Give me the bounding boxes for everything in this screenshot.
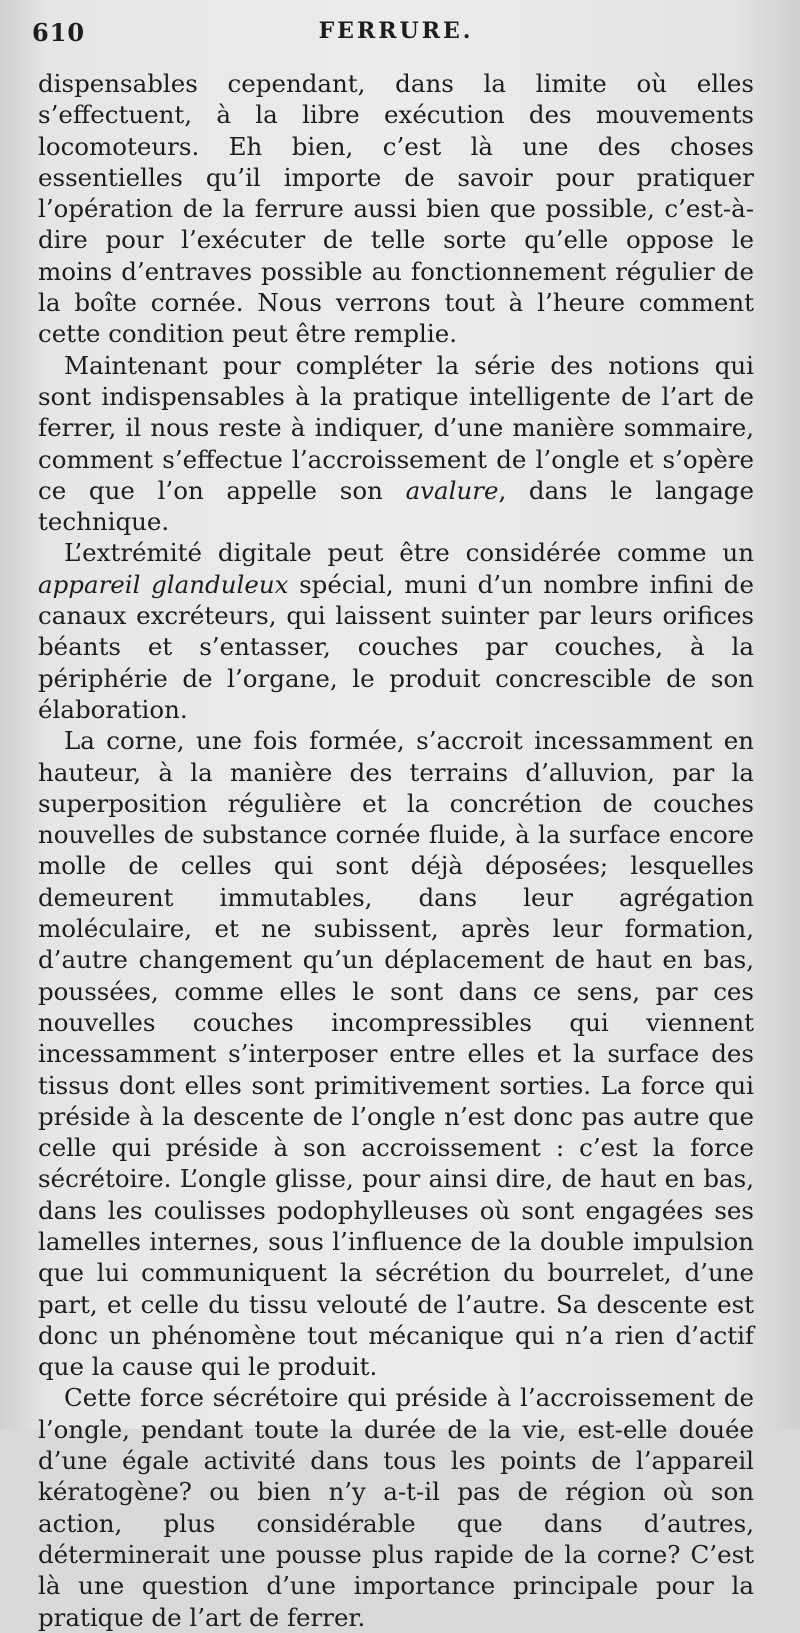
paragraph bbox=[38, 725, 754, 1382]
paragraph bbox=[38, 68, 754, 350]
body-text bbox=[38, 68, 754, 1633]
italic-term: avalure bbox=[405, 475, 499, 505]
text-run: spécial, muni d’un nombre infini de canaux excréteurs, qui laissent suinter par leurs orifices béants et s’entasser, couches par couches, à la périphérie de l’organe, le produit concrescible de son élaboration. bbox=[38, 569, 754, 724]
text-run: Maintenant pour compléter la série des notions qui sont indispensables à la pratique intelligente de l’art de ferrer, il nous reste à indiquer, d’une manière sommaire, comment s’effectue l’accroissement de l’ongle et s’opère ce que l’on appelle son bbox=[38, 350, 754, 505]
text-run: La corne, une fois formée, s’accroit incessamment en hauteur, à la manière des terrains d’alluvion, par la superposition régulière et la concrétion de couches nouvelles de substance cornée fluide, à la surface encore molle de celles qui sont déjà déposées; lesquelles demeurent immutables, dans leur agrégation moléculaire, et ne subissent, après leur formation, d’autre changement qu’un déplacement de haut en bas, poussées, comme elles le sont dans ce sens, par ces nouvelles couches incompressibles qui viennent incessamment s’interposer entre elles et la surface des tissus dont elles sont primitivement sorties. La force qui préside à la descente de l’ongle n’est donc pas autre que celle qui préside à son accroissement : c’est la force sécrétoire. L’ongle glisse, pour ainsi dire, de haut en bas, dans les coulisses podophylleuses où sont engagées ses lamelles internes, sous l’influence de la double impulsion que lui communiquent la sécrétion du bourrelet, d’une part, et celle du tissu velouté de l’autre. Sa descente est donc un phénomène tout mécanique qui n’a rien d’actif que la cause qui le produit. bbox=[38, 726, 754, 1382]
text-run: Cette force sécrétoire qui préside à l’accroissement de l’ongle, pendant toute la durée de la vie, est-elle douée d’une égale activité dans tous les points de l’appareil kératogène? ou bien n’y a-t-il pas de région où son action, plus considérable que dans d’autres, déterminerait une pousse plus rapide de la corne? C’est là une question d’une importance principale pour la pratique de l’art de ferrer. bbox=[38, 1383, 754, 1632]
page-number: 610 bbox=[32, 18, 86, 47]
text-run: , dans le langage technique. bbox=[38, 475, 754, 537]
paragraph bbox=[38, 1382, 754, 1632]
text-run: L’extrémité digitale peut être considérée comme un bbox=[64, 538, 754, 568]
page-header bbox=[32, 18, 760, 58]
italic-term: appareil glanduleux bbox=[38, 569, 289, 599]
text-run: dispensables cependant, dans la limite où elles s’effectuent, à la libre exécution des mouvements locomoteurs. Eh bien, c’est là une des choses essentielles qu’il importe de savoir pour pratiquer l’opération de la ferrure aussi bien que possible, c’est-à-dire pour l’exécuter de telle sorte qu’elle oppose le moins d’entraves possible au fonctionnement régulier de la boîte cornée. Nous verrons tout à l’heure comment cette condition peut être remplie. bbox=[38, 69, 754, 349]
paragraph bbox=[38, 350, 754, 538]
running-title: FERRURE. bbox=[318, 18, 474, 44]
paragraph bbox=[38, 537, 754, 725]
